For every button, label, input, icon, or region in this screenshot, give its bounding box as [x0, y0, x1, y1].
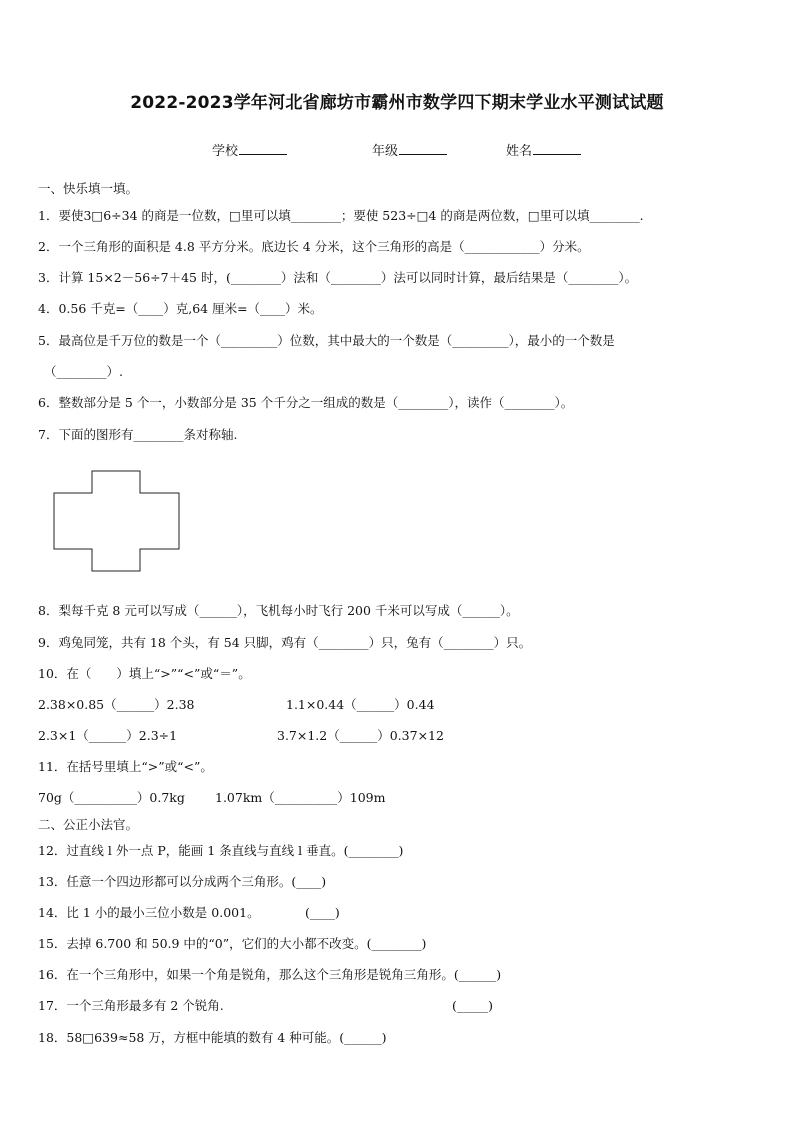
- grade-label: 年级: [372, 144, 399, 159]
- question-1: 1．要使3□6÷34 的商是一位数，□里可以填________；要使 523÷□4 的商是两位数，□里可以填________.: [38, 208, 644, 223]
- cross-shape-figure: [53, 470, 183, 574]
- section-one-heading: 一、快乐填一填。: [38, 181, 139, 196]
- question-4: 4．0.56 千克=（____）克,64 厘米=（____）米。: [38, 301, 323, 316]
- question-14-answer: (____): [305, 905, 340, 920]
- question-6: 6．整数部分是 5 个一，小数部分是 35 个千分之一组成的数是（________），读作（________）。: [38, 395, 574, 410]
- question-5-continued: （________）.: [44, 364, 123, 379]
- grade-field: [372, 140, 447, 159]
- question-8: 8．梨每千克 8 元可以写成（______），飞机每小时飞行 200 千米可以写成（______）。: [38, 603, 519, 618]
- question-10-item-4: 3.7×1.2（______）0.37×12: [277, 728, 444, 743]
- name-blank[interactable]: [533, 140, 581, 155]
- question-10-item-2: 1.1×0.44（______）0.44: [286, 697, 435, 712]
- school-field: [212, 140, 287, 159]
- question-18: 18．58□639≈58 万，方框中能填的数有 4 种可能。(______): [38, 1030, 387, 1045]
- question-9: 9．鸡兔同笼，共有 18 个头，有 54 只脚，鸡有（________）只，兔有（________）只。: [38, 635, 532, 650]
- section-two-heading: 二、公正小法官。: [38, 817, 139, 832]
- question-10-item-1: 2.38×0.85（______）2.38: [38, 697, 195, 712]
- question-15: 15．去掉 6.700 和 50.9 中的“0”，它们的大小都不改变。(________): [38, 936, 427, 951]
- question-11-item-1: 70g（__________）0.7kg: [38, 790, 185, 805]
- name-label: 姓名: [506, 144, 533, 159]
- question-13: 13．任意一个四边形都可以分成两个三角形。(____): [38, 874, 327, 889]
- question-16: 16．在一个三角形中，如果一个角是锐角，那么这个三角形是锐角三角形。(______): [38, 967, 502, 982]
- question-17: 17．一个三角形最多有 2 个锐角.: [38, 998, 224, 1013]
- question-10-item-3: 2.3×1（______）2.3÷1: [38, 728, 178, 743]
- page-title: 2022-2023学年河北省廊坊市霸州市数学四下期末学业水平测试试题: [130, 93, 664, 113]
- question-11: 11．在括号里填上“>”或“<”。: [38, 759, 213, 774]
- question-10: 10．在（ ）填上“>”“<”或“＝”。: [38, 666, 251, 681]
- question-17-answer: (_____): [452, 998, 494, 1013]
- grade-blank[interactable]: [399, 140, 447, 155]
- school-blank[interactable]: [239, 140, 287, 155]
- school-label: 学校: [212, 144, 239, 159]
- question-14: 14．比 1 小的最小三位小数是 0.001。: [38, 905, 260, 920]
- question-11-item-2: 1.07km（__________）109m: [215, 790, 386, 805]
- question-7: 7．下面的图形有________条对称轴.: [38, 427, 238, 442]
- question-12: 12．过直线 l 外一点 P，能画 1 条直线与直线 l 垂直。(________): [38, 843, 404, 858]
- question-5: 5．最高位是千万位的数是一个（_________）位数，其中最大的一个数是（_________），最小的一个数是: [38, 333, 615, 348]
- question-3: 3．计算 15×2－56÷7＋45 时，(________）法和（________）法可以同时计算，最后结果是（________）。: [38, 270, 638, 285]
- name-field: [506, 140, 581, 159]
- question-2: 2．一个三角形的面积是 4.8 平方分米。底边长 4 分米，这个三角形的高是（____________）分米。: [38, 239, 590, 254]
